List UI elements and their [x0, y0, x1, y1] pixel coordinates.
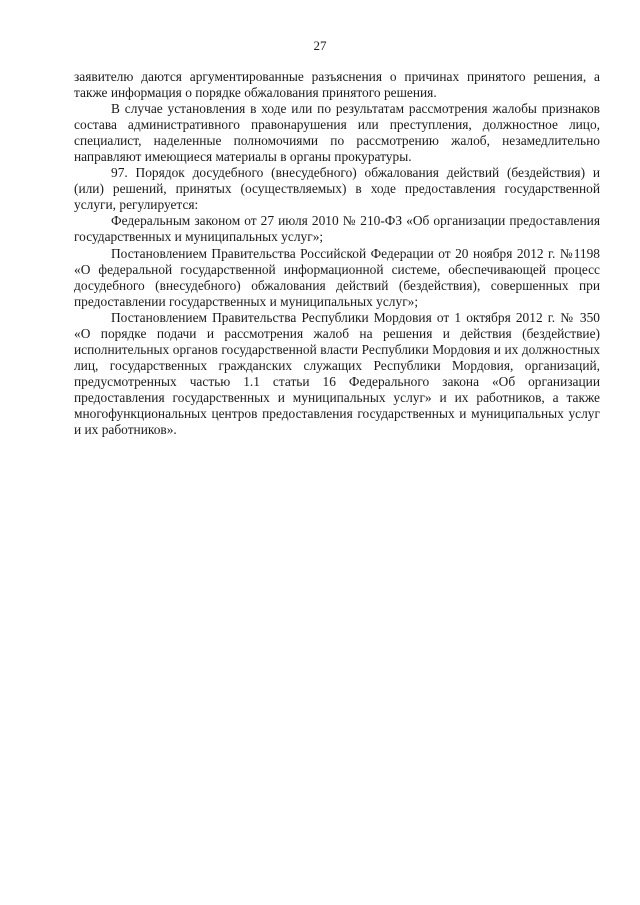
paragraph-2: В случае установления в ходе или по результатам рассмотрения жалобы признаков состава административного правонарушения или преступления, должностное лицо, специалист, наделенные полномочиями по рассмотрению жалоб, незамедлительно направляют имеющиеся материалы в органы прокуратуры.	[74, 101, 600, 165]
paragraph-6: Постановлением Правительства Республики Мордовия от 1 октября 2012 г. № 350 «О порядке подачи и рассмотрения жалоб на решения и действия (бездействие) исполнительных органов государственной власти Республики Мордовия и их должностных лиц, государственных гражданских служащих Республики Мордовия, организаций, предусмотренных частью 1.1 статьи 16 Федерального закона «Об организации предоставления государственных и муниципальных услуг» и их работников, а также многофункциональных центров предоставления государственных и муниципальных услуг и их работников».	[74, 309, 600, 438]
paragraph-3: 97. Порядок досудебного (внесудебного) обжалования действий (бездействия) и (или) решений, принятых (осуществляемых) в ходе предоставления государственной услуги, регулируется:	[74, 165, 600, 213]
paragraph-5: Постановлением Правительства Российской Федерации от 20 ноября 2012 г. №1198 «О федеральной государственной информационной системе, обеспечивающей процесс досудебного (внесудебного) обжалования действий (бездействия), совершенных при предоставлении государственных и муниципальных услуг»;	[74, 245, 600, 309]
paragraph-4: Федеральным законом от 27 июля 2010 № 210-ФЗ «Об организации предоставления государственных и муниципальных услуг»;	[74, 213, 600, 245]
paragraph-1: заявителю даются аргументированные разъяснения о причинах принятого решения, а также информация о порядке обжалования принятого решения.	[74, 69, 600, 101]
page-number: 27	[313, 38, 327, 53]
document-body	[74, 69, 600, 438]
